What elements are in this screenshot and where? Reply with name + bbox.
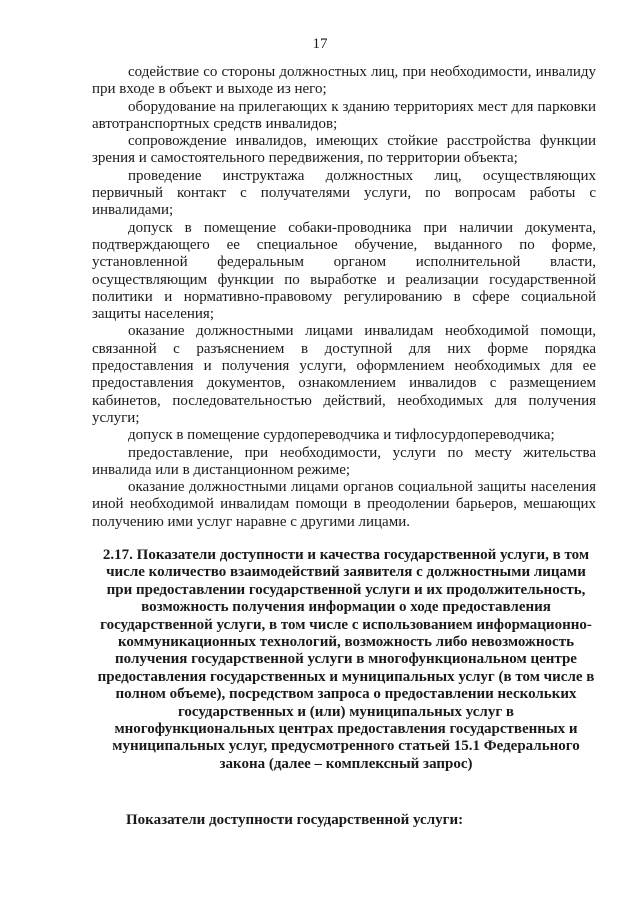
paragraph: допуск в помещение сурдопереводчика и тифлосурдопереводчика;	[128, 427, 555, 444]
paragraph: оказание должностными лицами инвалидам необходимой помощи, связанной с разъяснением в доступной для них форме порядка предоставления и получения услуги, оформлением необходимых для ее предоставления документов, ознакомлением инвалидов с размещением кабинетов, последовательностью действий, необходимых для получения услуги;	[92, 323, 596, 426]
subheading: Показатели доступности государственной услуги:	[126, 812, 464, 828]
paragraph: оборудование на прилегающих к зданию территориях мест для парковки автотранспортных средств инвалидов;	[92, 98, 596, 132]
paragraph: содействие со стороны должностных лиц, при необходимости, инвалиду при входе в объект и выходе из него;	[92, 64, 596, 98]
paragraph: оказание должностными лицами органов социальной защиты населения иной необходимой инвалидам помощи в преодолении барьеров, мешающих получению ими услуг наравне с другими лицами.	[92, 479, 596, 530]
section-heading: 2.17. Показатели доступности и качества государственной услуги, в том числе количество взаимодействий заявителя с должностными лицами при предоставлении государственной услуги и их продолжительность, возможность получения информации о ходе предоставления государственной услуги, в том числе с использованием информационно-коммуникационных технологий, возможность либо невозможность получения государственной услуги в многофункциональном центре предоставления государственных и муниципальных услуг (в том числе в полном объеме), посредством запроса о предоставлении нескольких государственных и (или) муниципальных услуг в многофункциональных центрах предоставления государственных и муниципальных услуг, предусмотренного статьей 15.1 Федерального закона (далее – комплексный запрос)	[97, 547, 595, 772]
paragraph: допуск в помещение собаки-проводника при наличии документа, подтверждающего ее специальное обучение, выданного по форме, установленной федеральным органом исполнительной власти, осуществляющим функции по выработке и реализации государственной политики и нормативно-правовому регулированию в сфере социальной защиты населения;	[92, 219, 596, 323]
paragraph: проведение инструктажа должностных лиц, осуществляющих первичный контакт с получателями услуги, по вопросам работы с инвалидами;	[92, 167, 596, 219]
document-body	[92, 64, 596, 531]
paragraph: сопровождение инвалидов, имеющих стойкие расстройства функции зрения и самостоятельного передвижения, по территории объекта;	[92, 133, 596, 167]
page-number: 17	[312, 36, 328, 52]
paragraph: предоставление, при необходимости, услуги по месту жительства инвалида или в дистанционном режиме;	[92, 444, 596, 478]
